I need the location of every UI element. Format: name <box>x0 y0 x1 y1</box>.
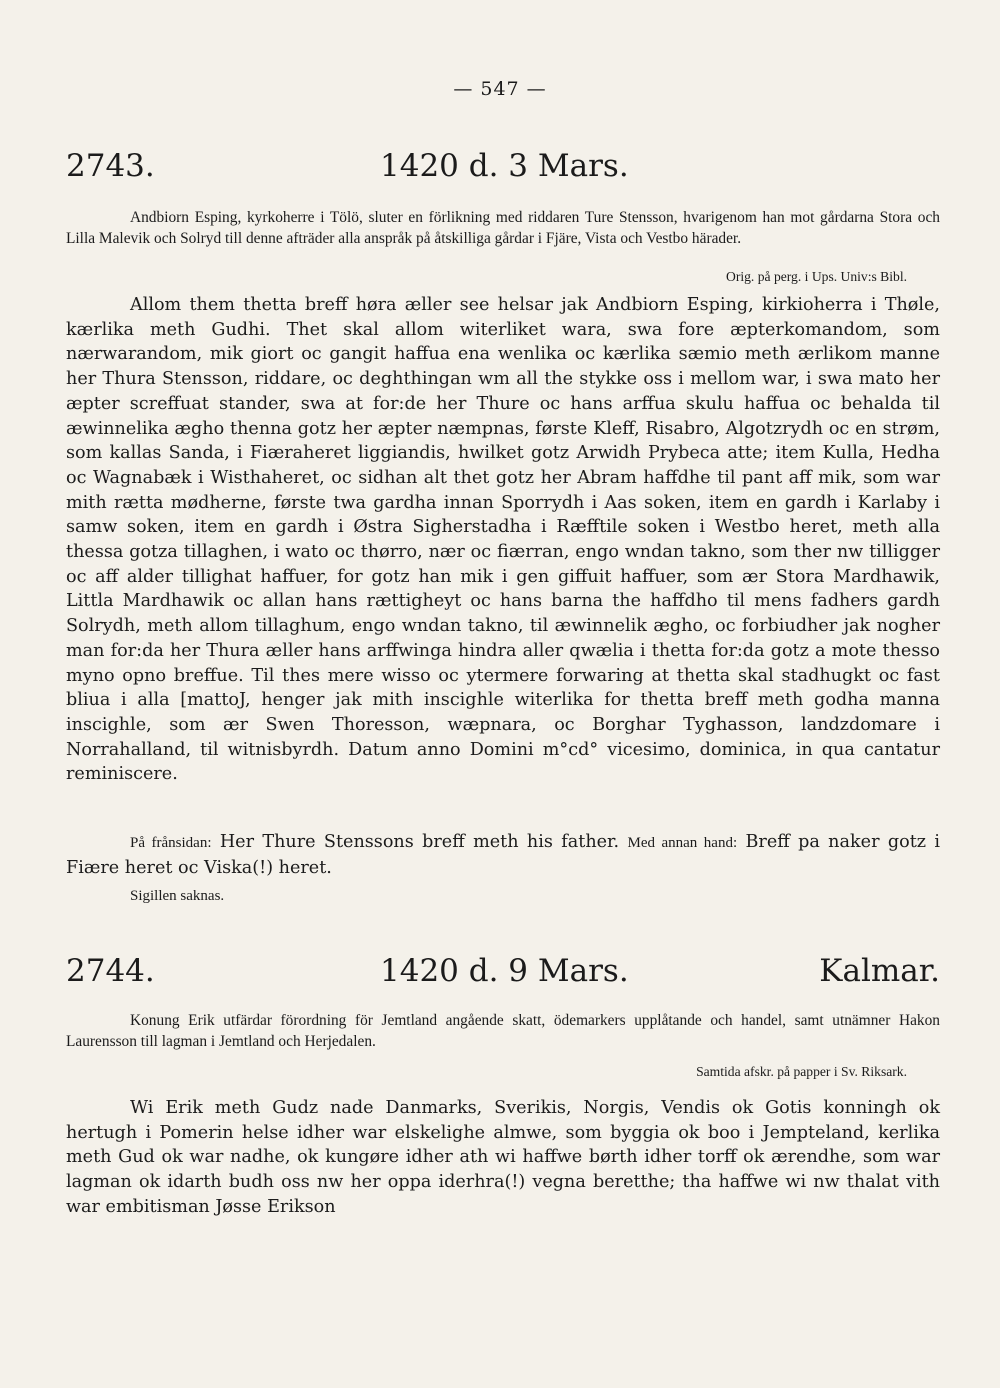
note-label: Med annan hand: <box>627 835 738 851</box>
seal-note-2743 <box>66 883 940 909</box>
note-label: På frånsidan: <box>130 835 212 851</box>
source-note-2743: Orig. på perg. i Ups. Univ:s Bibl. <box>726 269 907 284</box>
entry-date: 1420 d. 9 Mars. <box>380 953 629 989</box>
entry-number: 2744. <box>66 953 155 989</box>
entry-place: Kalmar. <box>819 953 940 989</box>
entry-summary-2743 <box>66 208 940 249</box>
entry-summary-2744 <box>66 1011 940 1052</box>
entry-number: 2743. <box>66 148 155 184</box>
seal-note: Sigillen saknas. <box>130 888 225 904</box>
source-note-2744: Samtida afskr. på papper i Sv. Riksark. <box>696 1064 907 1079</box>
note-text: Her Thure Stenssons breff meth his father. <box>211 832 628 852</box>
page-number: — 547 — <box>453 78 547 100</box>
entry-date: 1420 d. 3 Mars. <box>380 148 629 184</box>
charter-text: Allom them thetta breff høra æller see helsar jak Andbiorn Esping, kirkioherra i Thøle, kærlika meth Gudhi. Thet skal allom witerliket wara, swa fore æpterkomandom, som nærwarandom, mik giort oc gangit haffua ena wenlika oc kærlika sæmio meth ærlikom manne her Thura Stensson, riddare, oc deghthingan wm all the stykke oss i mellom war, i swa mato her æpter screffuat stander, swa at for:de her Thure oc hans arffua skulu haffua oc behalda til æwinnelika ægho thenna gotz her æpter næmpnas, første Kleff, Risabro, Algotzrydh oc en strøm, som kallas Sanda, i Fiæraheret liggiandis, hwilket gotz Arwidh Prybeca atte; item Kulla, Hedha oc Wagnabæk i Wisthaheret, oc sidhan alt thet gotz her Abram haffdhe til pant aff mik, som war mith rætta mødherne, første twa gardha innan Sporrydh i Aas soken, item en gardh i Karlaby i samw soken, item en gardh i Østra Sigherstadha i Ræfftile soken i Westbo heret, meth alla thessa gotza tillaghen, i wato oc thørro, nær oc fiærran, engo wndan takno, som ther nw tilligger oc aff alder tillighat haffuer, for gotz han mik i gen giffuit haffuer, som ær Stora Mardhawik, Littla Mardhawik oc allan hans rættigheyt oc hans barna the haffdho til mens fadhers gardh Solrydh, meth allom tillaghum, engo wndan takno, til æwinnelik ægho, oc forbiudher jak nogher man for:da her Thura æller hans arffwinga hindra aller qwælia i thetta for:da gotz a mote thesso myno opno breffue. Til thes mere wisso oc ytermere forwaring at thetta skal stadhugkt oc fast bliua i alla [mattoJ, henger jak mith inscighle witerlika for thetta breff meth godha manna inscighle, som ær Swen Thoresson, wæpnara, oc Borghar Tyghasson, landzdomare i Norrahalland, til witnisbyrdh. Datum anno Domini m°cd° vicesimo, dominica, in qua cantatur reminiscere. <box>66 295 940 785</box>
endorsement-note-2743 <box>66 830 940 880</box>
charter-text: Wi Erik meth Gudz nade Danmarks, Sverikis, Norgis, Vendis ok Gotis konningh ok hertugh i Pomerin helse idher war elskelighe almwe, som byggia ok boo i Jempteland, kerlika meth Gud ok war nadhe, ok kungøre idher ath wi haffwe børth idher torff ok ærendhe, som war lagman ok idarth budh oss nw her oppa iderhra(!) vegna beretthe; tha haffwe wi nw thalat vith war embitisman Jøsse Erikson <box>66 1098 940 1217</box>
note-text: Breff pa naker gotz i Fiære heret oc Viska(!) heret. <box>66 832 941 878</box>
charter-text-2743 <box>66 293 940 787</box>
summary-text: Andbiorn Esping, kyrkoherre i Tölö, sluter en förlikning med riddaren Ture Stensson, hvarigenom han mot gårdarna Stora och Lilla Malevik och Solryd till denne afträder alla anspråk på åtskilliga gårdar i Fjäre, Vista och Vestbo härader. <box>66 209 940 247</box>
entry-heading-2744 <box>66 951 940 991</box>
charter-text-2744 <box>66 1096 940 1220</box>
summary-text: Konung Erik utfärdar förordning för Jemtland angående skatt, ödemarkers upplåtande och handel, samt utnämner Hakon Laurensson till lagman i Jemtland och Herjedalen. <box>66 1012 940 1050</box>
entry-heading-2743 <box>66 146 940 186</box>
